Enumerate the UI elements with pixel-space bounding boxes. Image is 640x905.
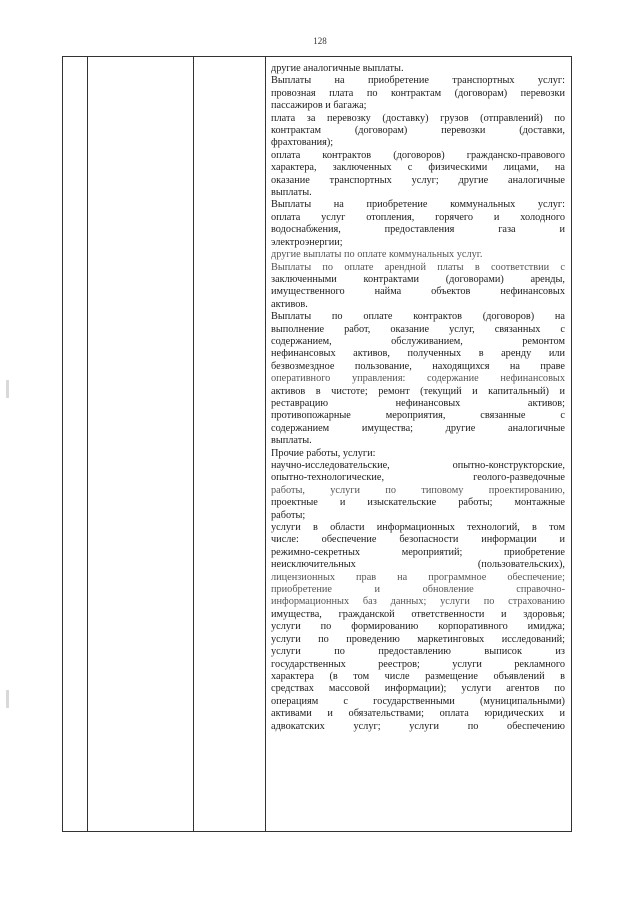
text-line: услуги по формированию корпоративного имиджа; — [271, 621, 565, 633]
text-line: Выплаты на приобретение транспортных услуг: — [271, 75, 565, 87]
text-line: проектные и изыскательские работы; монтажные — [271, 497, 565, 509]
text-line: выплаты. — [271, 435, 312, 447]
text-line: оплата контрактов (договоров) гражданско-правового — [271, 149, 565, 161]
text-line: фрахтования); — [271, 137, 334, 149]
text-line: государственных реестров; услуги рекламного — [271, 658, 565, 670]
column-divider — [193, 57, 194, 831]
text-line: активов в чистоте; ремонт (текущий и капитальный) и — [271, 385, 565, 397]
text-line: водоснабжения, предоставления газа и — [271, 224, 565, 236]
description-cell — [271, 63, 565, 827]
page-number: 128 — [313, 36, 327, 46]
text-line: противопожарные мероприятия, связанные с — [271, 410, 565, 422]
text-line: выполнение работ, оказание услуг, связанных с — [271, 323, 565, 335]
text-line: плата за перевозку (доставку) грузов (отправлений) по — [271, 112, 565, 124]
text-line: оплата услуг отопления, горячего и холодного — [271, 211, 565, 223]
text-line: характера, заключенных с физическими лицами, на — [271, 162, 565, 174]
text-line: Прочие работы, услуги: — [271, 447, 376, 459]
text-line: работы, услуги по типовому проектированию, — [271, 484, 565, 496]
text-line: электроэнергии; — [271, 236, 343, 248]
text-line: выплаты. — [271, 187, 312, 199]
text-line: услуги в области информационных технологий, в том — [271, 522, 565, 534]
text-line: имущества, гражданской ответственности и здоровья; — [271, 608, 565, 620]
text-line: безвозмездное пользование, находящихся на праве — [271, 360, 565, 372]
text-line: Выплаты по оплате контрактов (договоров) на — [271, 311, 565, 323]
text-line: Выплаты по оплате арендной платы в соответствии с — [271, 261, 565, 273]
text-line: контрактам (договорам) перевозки (доставки, — [271, 125, 565, 137]
text-line: режимно-секретных мероприятий; приобретение — [271, 546, 565, 558]
text-line: научно-исследовательские, опытно-конструкторские, — [271, 460, 565, 471]
text-line: оказание транспортных услуг; другие аналогичные — [271, 174, 565, 186]
text-line: заключенными контрактами (договорами) аренды, — [271, 273, 565, 285]
text-line: приобретение и обновление справочно- — [271, 584, 565, 596]
text-line: опытно-технологические, геолого-разведочные — [271, 472, 565, 484]
text-line: средствах массовой информации); услуги агентов по — [271, 683, 565, 695]
scan-edge-mark — [6, 690, 9, 708]
text-line: адвокатских услуг; услуги по обеспечению — [271, 720, 565, 732]
text-line: лицензионных прав на программное обеспечение; — [271, 571, 565, 583]
text-line: реставрацию нефинансовых активов; — [271, 397, 565, 409]
text-line: активов. — [271, 298, 308, 310]
column-divider — [87, 57, 88, 831]
text-line: информационных баз данных; услуги по страхованию — [271, 596, 565, 608]
column-divider — [265, 57, 266, 831]
text-line: характера (в том числе размещение объявлений в — [271, 670, 565, 682]
text-line: числе: обеспечение безопасности информации и — [271, 534, 565, 546]
text-line: работы; — [271, 509, 306, 521]
text-line: операциям с государственными (муниципальными) — [271, 695, 565, 707]
text-line: нефинансовых активов, полученных в аренду или — [271, 348, 565, 360]
text-line: оперативного управления: содержание нефинансовых — [271, 373, 565, 385]
text-line: содержанием имущества; другие аналогичные — [271, 422, 565, 434]
text-line: пассажиров и багажа; — [271, 100, 367, 112]
text-line: другие выплаты по оплате коммунальных услуг. — [271, 249, 483, 261]
text-line: имущественного найма объектов нефинансовых — [271, 286, 565, 298]
text-line: активами и обязательствами; оплата юридических и — [271, 708, 565, 720]
text-line: провозная плата по контрактам (договорам) перевозки — [271, 87, 565, 99]
scan-edge-mark — [6, 380, 9, 398]
text-line: услуги по предоставлению выписок из — [271, 646, 565, 658]
text-line: неисключительных (пользовательских), — [271, 559, 565, 571]
text-line: другие аналогичные выплаты. — [271, 63, 404, 74]
text-line: Выплаты на приобретение коммунальных услуг: — [271, 199, 565, 211]
text-line: услуги по проведению маркетинговых исследований; — [271, 633, 565, 645]
text-line: содержанием, обслуживанием, ремонтом — [271, 335, 565, 347]
budget-table — [62, 56, 572, 832]
